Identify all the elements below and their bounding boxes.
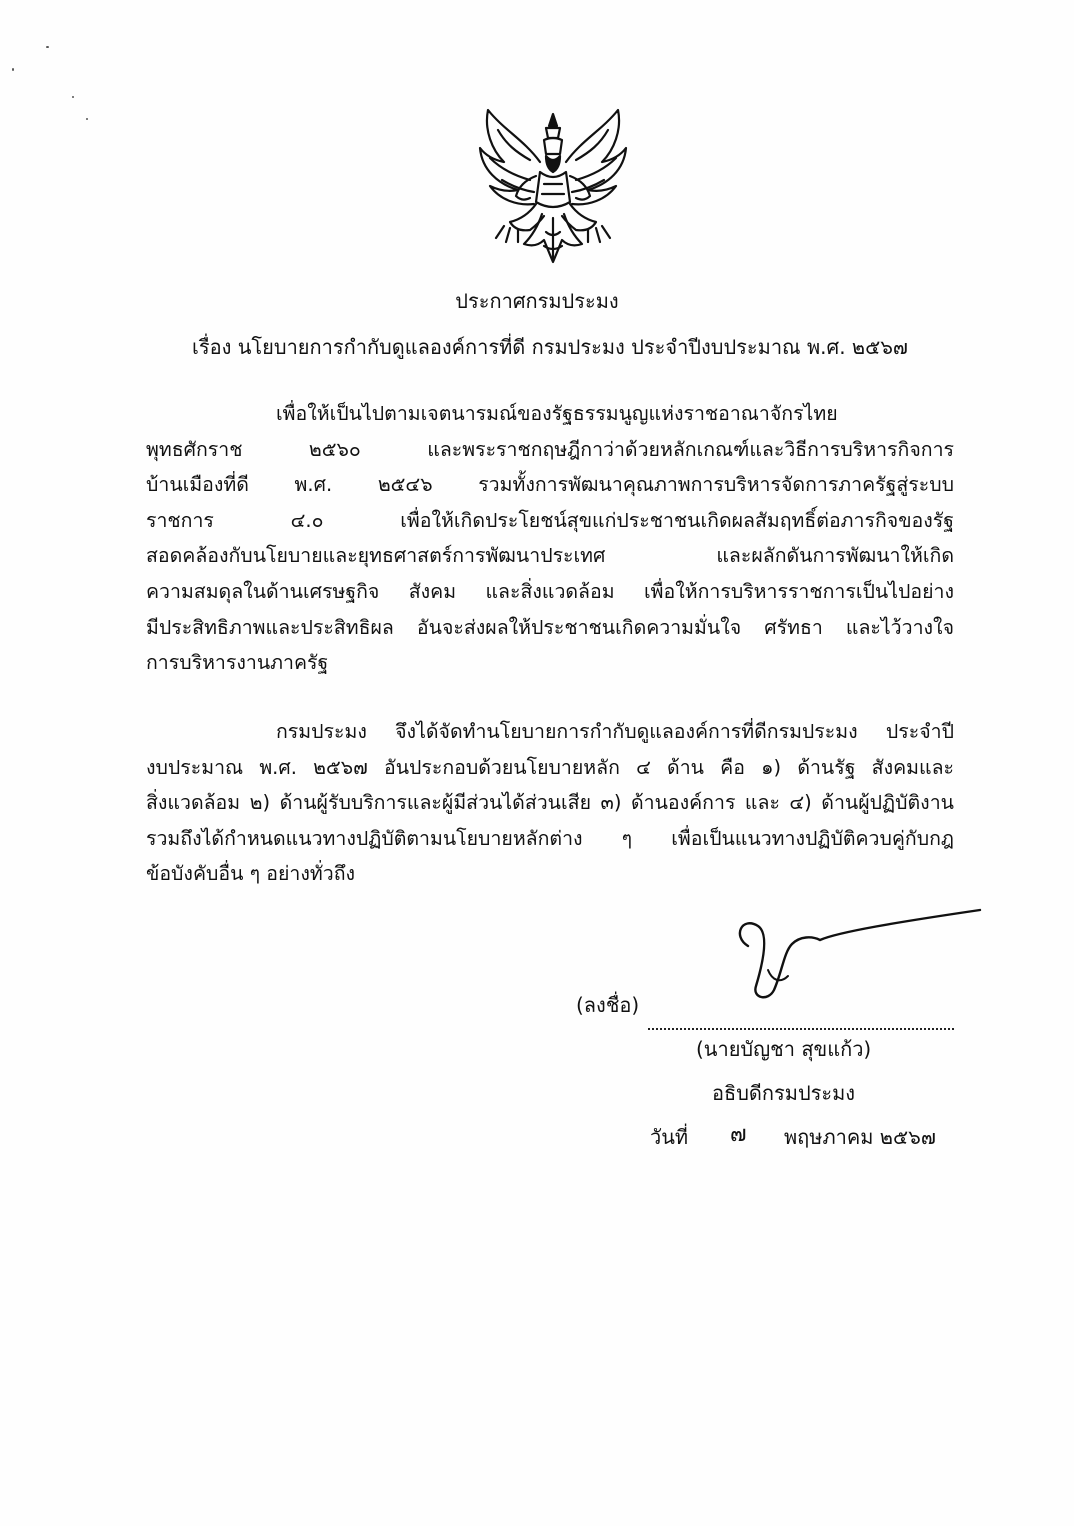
signer-name: (นายบัญชา สุขแก้ว) xyxy=(696,1037,872,1061)
garuda-emblem-icon xyxy=(474,100,632,272)
handwritten-signature xyxy=(728,906,984,1016)
paragraph-line: เพื่อให้เป็นไปตามเจตนารมณ์ของรัฐธรรมนูญแห่งราชอาณาจักรไทย xyxy=(276,402,838,425)
date-day: ๗ xyxy=(730,1122,747,1147)
paragraph-line: พุทธศักราช ๒๕๖๐ และพระราชกฤษฎีกาว่าด้วยหลักเกณฑ์และวิธีการบริหารกิจการ xyxy=(146,437,954,461)
paragraph-line: สิ่งแวดล้อม ๒) ด้านผู้รับบริการและผู้มีส่วนได้ส่วนเสีย ๓) ด้านองค์การ และ ๔) ด้านผู้ปฏิบัติงาน xyxy=(146,791,954,815)
body-paragraph-1 xyxy=(146,396,954,681)
paragraph-line: งบประมาณ พ.ศ. ๒๕๖๗ อันประกอบด้วยนโยบายหลัก ๔ ด้าน คือ ๑) ด้านรัฐ สังคมและ xyxy=(146,755,954,779)
paragraph-line: รวมถึงได้กำหนดแนวทางปฏิบัติตามนโยบายหลักต่าง ๆ เพื่อเป็นแนวทางปฏิบัติควบคู่กับกฎ xyxy=(146,826,954,850)
paragraph-line: บ้านเมืองที่ดี พ.ศ. ๒๕๔๖ รวมทั้งการพัฒนาคุณภาพการบริหารจัดการภาครัฐสู่ระบบ xyxy=(146,473,954,497)
paragraph-line: สอดคล้องกับนโยบายและยุทธศาสตร์การพัฒนาประเทศ และผลักดันการพัฒนาให้เกิด xyxy=(146,544,954,568)
date-prefix: วันที่ xyxy=(650,1125,689,1149)
paragraph-line: การบริหารงานภาครัฐ xyxy=(146,651,329,675)
announcement-subject: เรื่อง นโยบายการกำกับดูแลองค์การที่ดี กรมประมง ประจำปีงบประมาณ พ.ศ. ๒๕๖๗ xyxy=(192,335,908,359)
date-month-year: พฤษภาคม ๒๕๖๗ xyxy=(784,1125,936,1149)
signature-dotted-line xyxy=(648,1004,954,1030)
paragraph-line: กรมประมง จึงได้จัดทำนโยบายการกำกับดูแลองค์การที่ดีกรมประมง ประจำปี xyxy=(276,720,954,743)
paragraph-line: ความสมดุลในด้านเศรษฐกิจ สังคม และสิ่งแวดล้อม เพื่อให้การบริหารราชการเป็นไปอย่าง xyxy=(146,579,954,603)
body-paragraph-2 xyxy=(146,714,954,892)
paragraph-line: ราชการ ๔.๐ เพื่อให้เกิดประโยชน์สุขแก่ประชาชนเกิดผลสัมฤทธิ์ต่อภารกิจของรัฐ xyxy=(146,508,954,532)
paragraph-line: ข้อบังคับอื่น ๆ อย่างทั่วถึง xyxy=(146,862,356,886)
paragraph-line: มีประสิทธิภาพและประสิทธิผล อันจะส่งผลให้ประชาชนเกิดความมั่นใจ ศรัทธา และไว้วางใจ xyxy=(146,615,954,639)
sign-label: (ลงชื่อ) xyxy=(576,993,640,1017)
signer-position: อธิบดีกรมประมง xyxy=(712,1081,856,1105)
announcement-title: ประกาศกรมประมง xyxy=(455,289,619,313)
